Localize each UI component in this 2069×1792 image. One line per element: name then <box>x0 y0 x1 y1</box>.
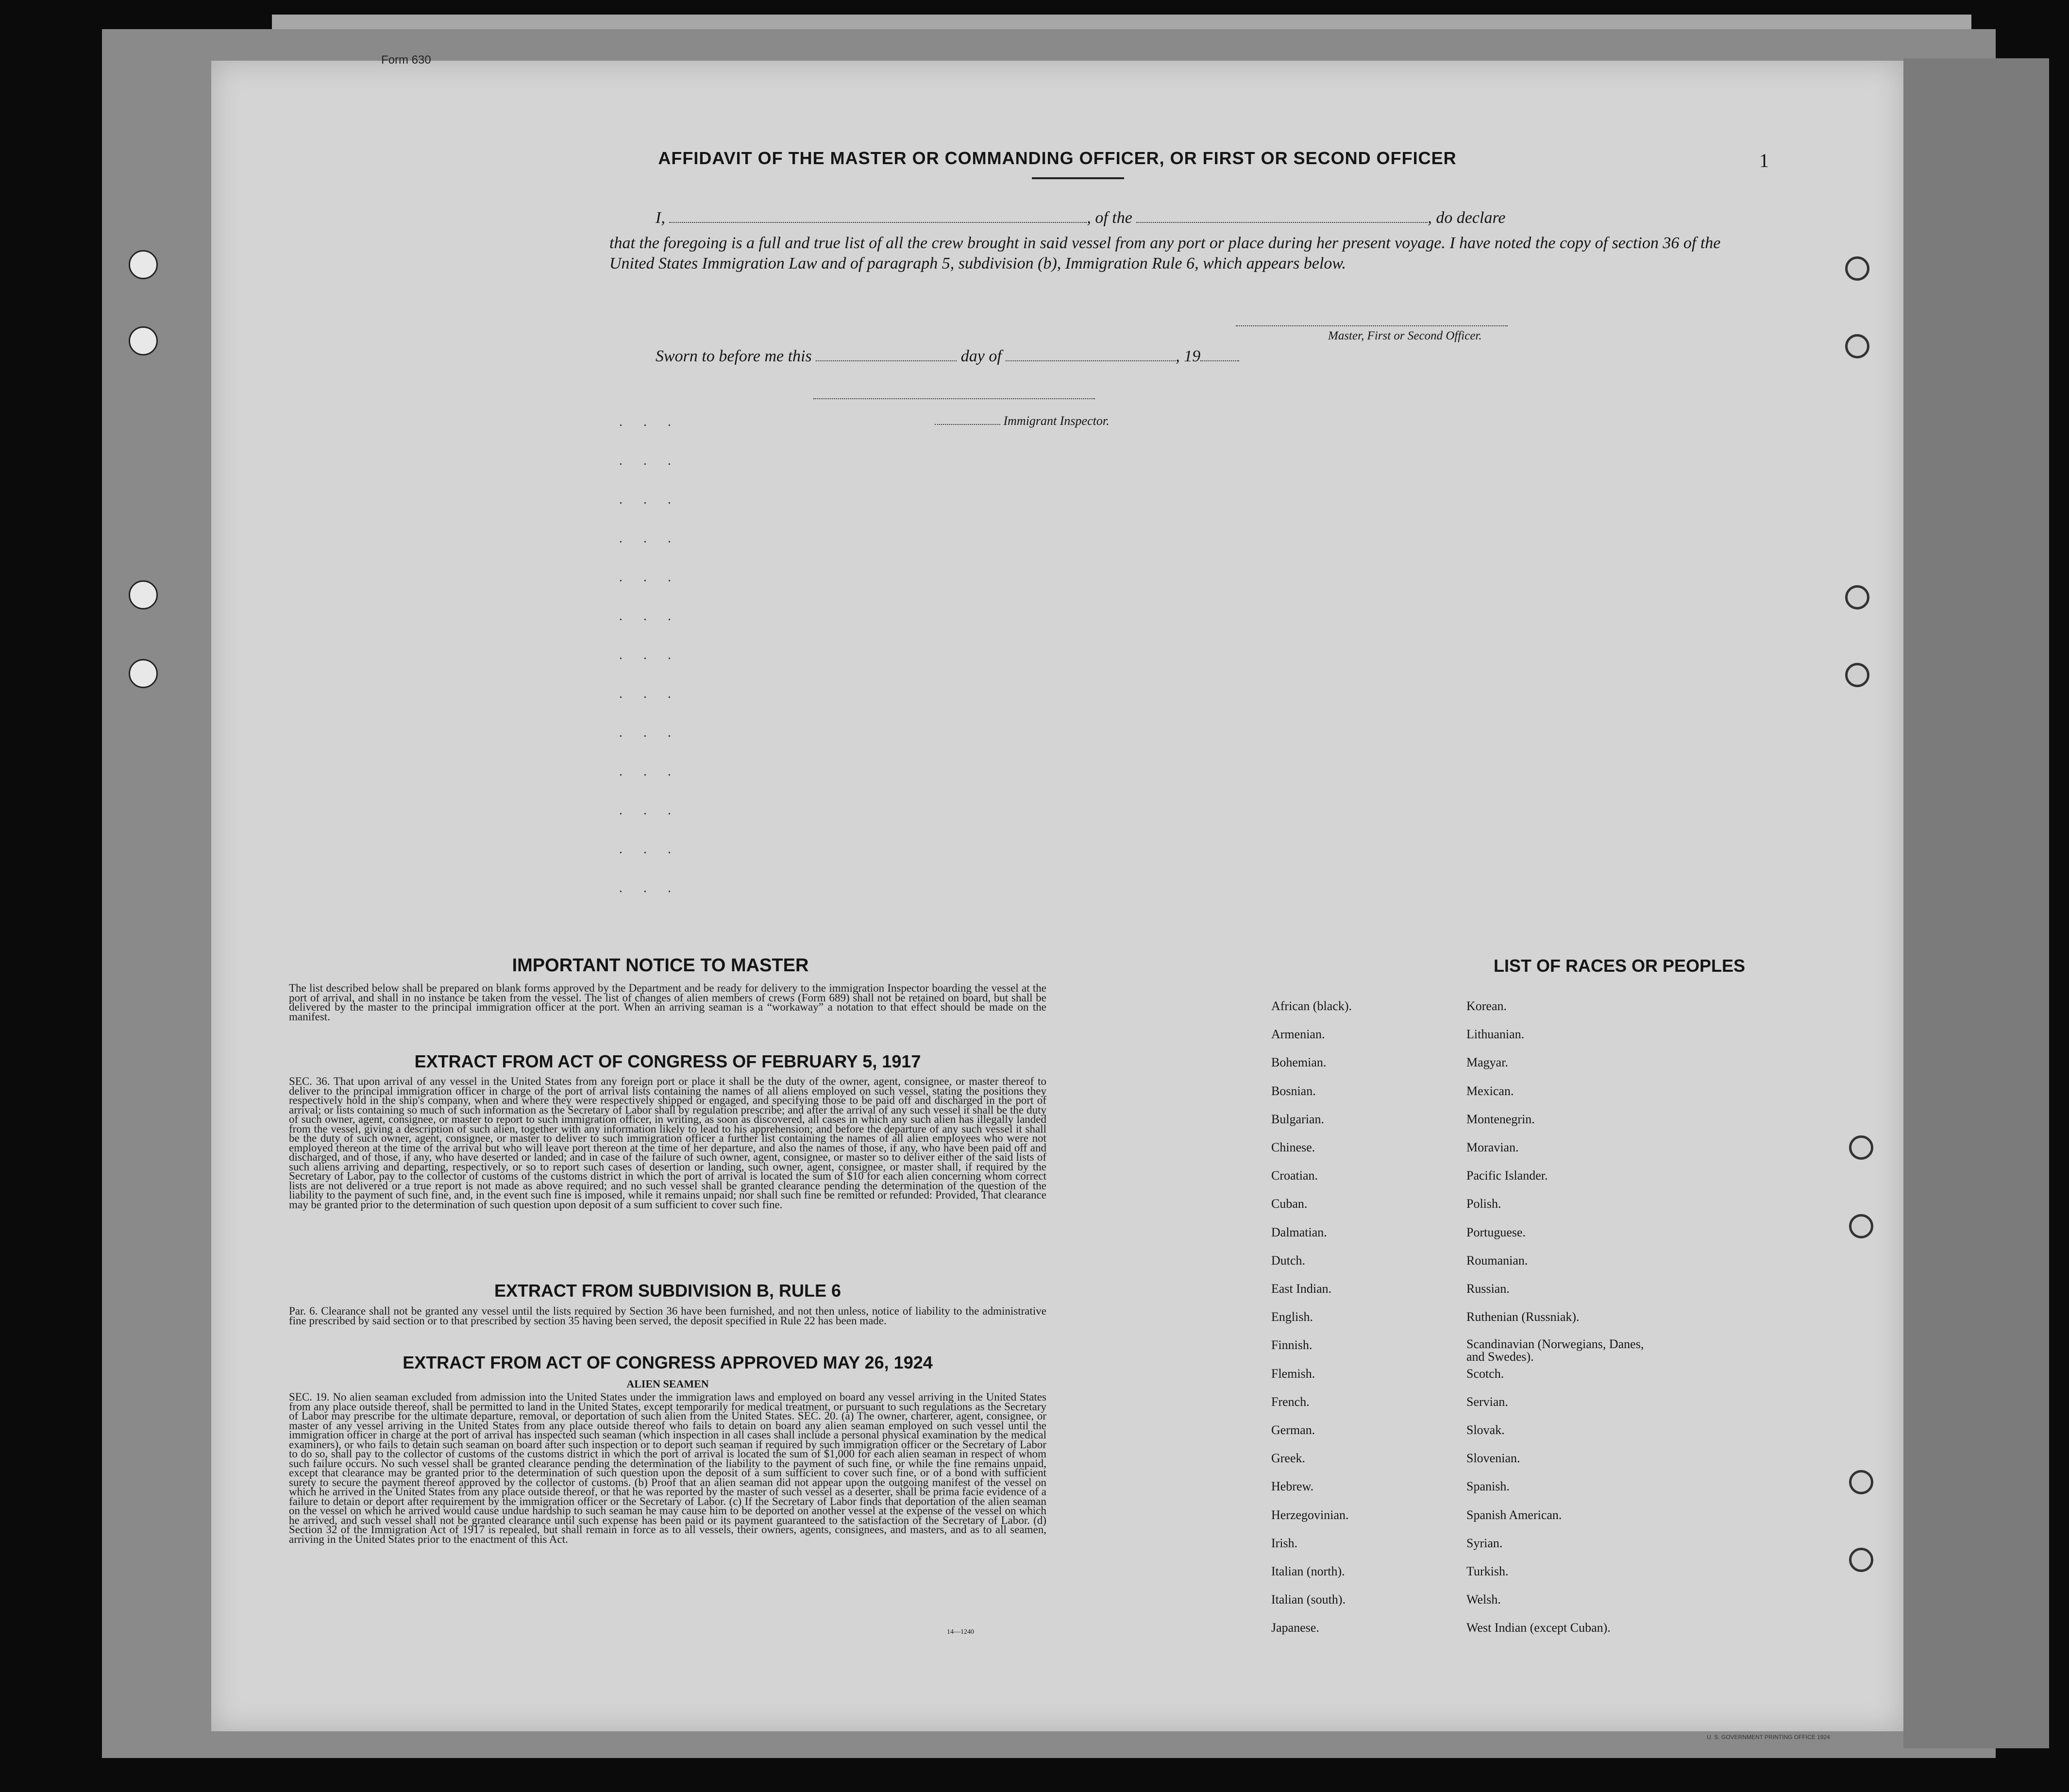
race-item: Scotch. <box>1466 1366 1504 1381</box>
race-item: Portuguese. <box>1466 1225 1526 1239</box>
column-dots: . . . <box>619 570 680 585</box>
printing-note: U. S. GOVERNMENT PRINTING OFFICE 1924 <box>1707 1734 1830 1741</box>
signature-line <box>1236 325 1508 326</box>
i-label: I, <box>656 209 665 227</box>
punch-hole <box>1849 1214 1873 1238</box>
race-item: Cuban. <box>1271 1197 1308 1211</box>
year-blank <box>1200 355 1239 361</box>
alien-seamen-subtitle: ALIEN SEAMEN <box>626 1378 709 1390</box>
race-item: Korean. <box>1466 999 1507 1013</box>
day-of-label: day of <box>960 347 1002 365</box>
race-item: Greek. <box>1271 1451 1306 1466</box>
race-item: Armenian. <box>1271 1027 1325 1042</box>
of-the-label: , of the <box>1087 209 1132 227</box>
race-item: Dutch. <box>1271 1253 1306 1268</box>
inspector-blank <box>935 419 1000 425</box>
race-item: Turkish. <box>1466 1564 1509 1578</box>
race-item: Bulgarian. <box>1271 1112 1325 1126</box>
column-dots: . . . <box>619 764 680 779</box>
column-dots: . . . <box>619 531 680 546</box>
race-item: Flemish. <box>1271 1366 1315 1381</box>
race-item: Bohemian. <box>1271 1055 1327 1070</box>
form-number: 14—1240 <box>947 1628 974 1636</box>
punch-hole <box>129 250 158 279</box>
race-item: Finnish. <box>1271 1338 1312 1352</box>
affidavit-paragraph: that the foregoing is a full and true list of all the crew brought in said vessel from any port or place during her present voyage. I have noted the copy of section 36 of the United States Immigration Law and of paragraph 5, subdivision (b), Immigration Rule 6, which appears below. <box>609 234 1721 272</box>
race-item: Croatian. <box>1271 1168 1318 1183</box>
race-item: English. <box>1271 1310 1313 1324</box>
column-dots: . . . <box>619 609 680 624</box>
race-item: Spanish American. <box>1466 1507 1562 1522</box>
race-item: Bosnian. <box>1271 1083 1316 1098</box>
form-label: Form 630 <box>381 53 431 67</box>
column-dots: . . . <box>619 803 680 818</box>
declare-label: , do declare <box>1428 209 1506 227</box>
punch-hole <box>1845 256 1869 281</box>
race-item: Japanese. <box>1271 1621 1319 1635</box>
declaration-line <box>656 209 1506 227</box>
punch-hole <box>129 659 158 688</box>
race-item: Russian. <box>1466 1282 1510 1296</box>
races-title: LIST OF RACES OR PEOPLES <box>1493 956 1746 976</box>
column-dots: . . . <box>619 492 680 507</box>
race-item: West Indian (except Cuban). <box>1466 1621 1611 1635</box>
race-item: Lithuanian. <box>1466 1027 1525 1042</box>
vessel-blank <box>1136 217 1428 223</box>
column-dots: . . . <box>619 880 680 896</box>
race-item: Slovak. <box>1466 1423 1505 1437</box>
race-item: Chinese. <box>1271 1140 1315 1154</box>
race-item: Herzegovinian. <box>1271 1507 1349 1522</box>
punch-hole <box>1849 1470 1873 1494</box>
extract-1924-title: EXTRACT FROM ACT OF CONGRESS APPROVED MAY 26, 1924 <box>403 1352 933 1372</box>
column-dots: . . . <box>619 647 680 662</box>
race-item: East Indian. <box>1271 1282 1332 1296</box>
inspector-caption <box>935 414 1110 428</box>
race-item: Montenegrin. <box>1466 1112 1535 1126</box>
extract-rule6-title: EXTRACT FROM SUBDIVISION B, RULE 6 <box>494 1281 841 1301</box>
name-blank <box>669 217 1087 223</box>
extract-rule6-text: Par. 6. Clearance shall not be granted any vessel until the lists required by Section 36 have been furnished, and not then unless, notice of liability to the administrative fine prescribed by said section or to that prescribed by section 35 having been served, the deposit specified in Rule 22 has been made. <box>289 1305 1046 1327</box>
race-item: Pacific Islander. <box>1466 1168 1548 1183</box>
extract-1917-title: EXTRACT FROM ACT OF CONGRESS OF FEBRUARY 5, 1917 <box>414 1051 921 1071</box>
page-mark: 1 <box>1759 150 1769 171</box>
race-item: Irish. <box>1271 1536 1298 1550</box>
race-item: Moravian. <box>1466 1140 1519 1154</box>
extract-1917-text: SEC. 36. That upon arrival of any vessel in the United States from any foreign port or place it shall be the duty of the owner, agent, consignee, or master thereof to deliver to the principal immigration officer in charge of the port of arrival lists containing the names of all aliens employed on such vessel, stating the positions they respectively hold in the ship's company, when and where they were respectively shipped or engaged, and specifying those to be paid off and discharged in the port of arrival; or lists containing so much of such information as the Secretary of Labor shall by regulation prescribe; and after the arrival of any such vessel it shall be the duty of such owner, agent, consignee, or master to report to such immigration officer, in writing, as soon as discovered, all cases in which any such alien has illegally landed from the vessel, giving a description of such alien, together with any information likely to lead to his apprehension; and before the departure of any such vessel it shall be the duty of such owner, agent, consignee, or master to deliver to such immigration officer a further list containing the names of all alien employees who were not employed thereon at the time of the arrival but who will leave port thereon at the time of her departure, and also the names of those, if any, who have been paid off and discharged, and of those, if any, who have deserted or landed; and in case of the failure of such owner, agent, consignee, or master so to deliver either of the said lists of such aliens arriving and departing, respectively, or so to report such cases of desertion or landing, such owner, agent, consignee, or master shall, if required by the Secretary of Labor, pay to the collector of customs of the customs district in which the port of arrival is located the sum of $10 for each alien concerning whom correct lists are not delivered or a true report is not made as above required; and no such vessel shall be granted clearance pending the determination of the question of the liability to the payment of such fine, and, in the event such fine is imposed, while it remains unpaid; nor shall such fine be remitted or refunded: Provided, That clearance may be granted prior to the determination of such question upon deposit of a sum sufficient to cover such fine. <box>289 1075 1046 1211</box>
race-item: Polish. <box>1466 1197 1501 1211</box>
day-blank <box>816 355 957 361</box>
race-item: Magyar. <box>1466 1055 1508 1070</box>
punch-hole <box>129 326 158 355</box>
month-blank <box>1006 355 1176 361</box>
signature-caption: Master, First or Second Officer. <box>1328 329 1482 342</box>
extract-1924-text: SEC. 19. No alien seaman excluded from admission into the United States under the immigration laws and employed on board any vessel arriving in the United States from any place outside thereof, shall be permitted to land in the United States, except temporarily for medical treatment, or pursuant to such regulations as the Secretary of Labor may prescribe for the ultimate departure, removal, or deportation of such alien from the United States. SEC. 20. (a) The owner, charterer, agent, consignee, or master of any vessel arriving in the United States from any place outside thereof who fails to detain on board any alien seaman employed on such vessel until the immigration officer in charge at the port of arrival has inspected such seaman (which inspection in all cases shall include a personal physical examination by the medical examiners), or who fails to detain such seaman on board after such inspection or to deport such seaman if required by such immigration officer or the Secretary of Labor to do so, shall pay to the collector of customs of the customs district in which the port of arrival is located the sum of $1,000 for each alien seaman in respect of whom such failure occurs. No such vessel shall be granted clearance pending the determination of the liability to the payment of such fine, or while the fine remains unpaid, except that clearance may be granted prior to the determination of such question upon the deposit of a sum sufficient to cover such fine, or of a bond with sufficient surety to secure the payment thereof approved by the collector of customs. (b) Proof that an alien seaman did not appear upon the outgoing manifest of the vessel on which he arrived in the United States from any place outside thereof, or that he was reported by the master of such vessel as a deserter, shall be prima facie evidence of a failure to detain or deport after requirement by the immigration officer or the Secretary of Labor. (c) If the Secretary of Labor finds that deportation of the alien seaman on the vessel on which he arrived would cause undue hardship to such seaman he may cause him to be deported on another vessel at the expense of the vessel on which he arrived, and such vessel shall not be granted clearance until such expense has been paid or its payment guaranteed to the satisfaction of the Secretary of Labor. (d) Section 32 of the Immigration Act of 1917 is repealed, but shall remain in force as to all vessels, their owners, agents, consignees, and masters, and as to all seamen, arriving in the United States prior to the enactment of this Act. <box>289 1391 1046 1545</box>
race-item: French. <box>1271 1394 1310 1409</box>
title-rule <box>1032 177 1124 179</box>
column-dots: . . . <box>619 453 680 468</box>
race-item: Slovenian. <box>1466 1451 1520 1466</box>
column-dots: . . . <box>619 686 680 701</box>
race-item: Scandinavian (Norwegians, Danes, and Swedes). <box>1466 1337 1644 1364</box>
notice-title: IMPORTANT NOTICE TO MASTER <box>512 955 809 976</box>
race-item: Hebrew. <box>1271 1479 1314 1494</box>
notice-text: The list described below shall be prepared on blank forms approved by the Department and be ready for delivery to the immigration Inspector boarding the vessel at the port of arrival, and shall in no instance be taken from the vessel. The list of changes of alien members of crews (Form 689) shall not be retained on board, but shall be delivered by the master to the principal immigration officer at the port. When an arriving seaman is a “workaway” a notation to that effect should be made on the manifest. <box>289 982 1046 1023</box>
race-item: Servian. <box>1466 1394 1508 1409</box>
punch-hole <box>1845 334 1869 358</box>
document-page <box>211 53 1903 1741</box>
sworn-label: Sworn to before me this <box>656 347 812 365</box>
race-item: Italian (south). <box>1271 1592 1346 1607</box>
back-sheet-right <box>1903 58 2049 1748</box>
punch-hole <box>1845 585 1869 609</box>
inspector-line <box>813 398 1095 399</box>
punch-hole <box>1845 663 1869 687</box>
race-item: Mexican. <box>1466 1083 1514 1098</box>
column-dots: . . . <box>619 842 680 857</box>
punch-hole <box>1849 1135 1873 1160</box>
race-item: Roumanian. <box>1466 1253 1528 1268</box>
punch-hole <box>129 580 158 609</box>
punch-hole <box>1849 1548 1873 1572</box>
race-item: Welsh. <box>1466 1592 1501 1607</box>
race-item: Ruthenian (Russniak). <box>1466 1310 1580 1324</box>
race-item: African (black). <box>1271 999 1352 1013</box>
sworn-line <box>656 347 1239 366</box>
race-item: German. <box>1271 1423 1315 1437</box>
race-item: Italian (north). <box>1271 1564 1345 1578</box>
affidavit-title: AFFIDAVIT OF THE MASTER OR COMMANDING OFFICER, OR FIRST OR SECOND OFFICER <box>658 148 1457 168</box>
race-item: Syrian. <box>1466 1536 1503 1550</box>
race-item: Spanish. <box>1466 1479 1510 1494</box>
race-item: Dalmatian. <box>1271 1225 1327 1239</box>
inspector-label: Immigrant Inspector. <box>1003 414 1110 428</box>
year-label: , 19 <box>1176 347 1201 365</box>
column-dots: . . . <box>619 414 680 429</box>
column-dots: . . . <box>619 725 680 740</box>
